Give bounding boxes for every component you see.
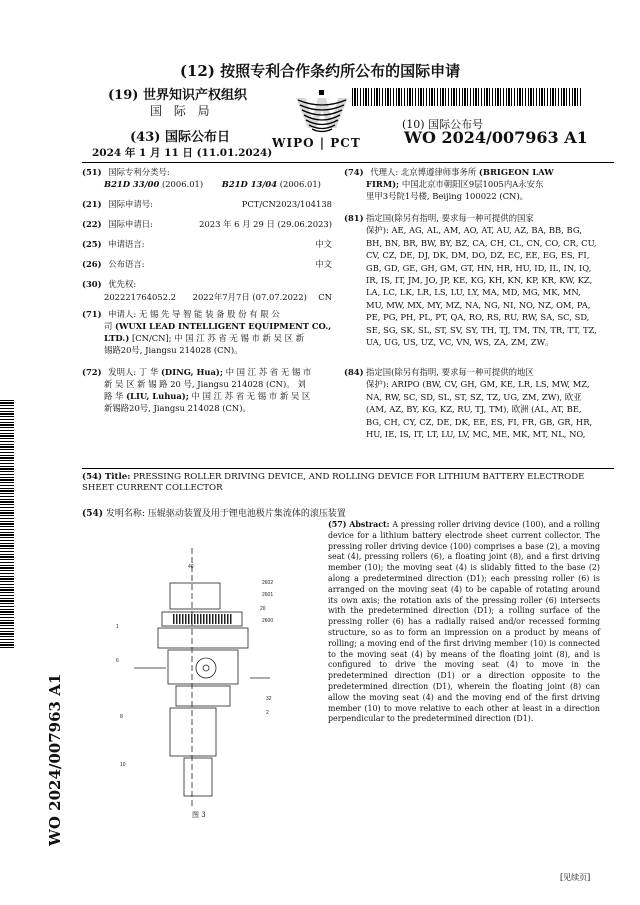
f81-line: LA, LC, LK, LR, LS, LU, LY, MA, MD, MG, MK, MN, [366, 287, 581, 298]
wipo-pct-mark: WIPO | PCT [272, 136, 361, 150]
side-publication-number: WO 2024/007963 A1 [46, 673, 64, 846]
field-72: (72) 发明人: 丁 华 (DING, Hua); 中 国 江 苏 省 无 锡 市 [82, 367, 312, 377]
f84-line: NA, RW, SC, SD, SL, ST, SZ, TZ, UG, ZM, ZW), 欧亚 [366, 391, 582, 402]
fig-label: 6 [116, 658, 119, 664]
f81-line: BH, BN, BR, BW, BY, BZ, CA, CH, CL, CN, CO, CR, CU, [366, 237, 597, 248]
wipo-logo-icon [282, 88, 362, 134]
f84-line: 指定国(除另有指明, 要求每一种可提供的地区 [366, 367, 534, 377]
continued-note: [见续页] [560, 873, 591, 882]
field-72-line2: 新 吴 区 新 锡 路 20 号, Jiangsu 214028 (CN)。 刘 [104, 379, 306, 389]
field-25: (25) 申请语言: 中文 [82, 239, 332, 249]
barcode-icon [352, 88, 582, 106]
field-71-line3: LTD.) [CN/CN]; 中 国 江 苏 省 无 锡 市 新 吴 区 新 [104, 333, 305, 343]
title-divider [82, 468, 614, 469]
publication-date: 2024 年 1 月 11 日 (11.01.2024) [92, 147, 273, 159]
pubno-code: (10) [402, 118, 425, 131]
fig-label: 10 [120, 762, 126, 768]
f81-line: IR, IS, IT, JM, JO, JP, KE, KG, KH, KN, KP, KR, KW, KZ, [366, 275, 593, 286]
field-74-line2: FIRM); 中国北京市朝阳区9层1005内A永安东 [366, 179, 544, 189]
f81-line: 保护): AE, AG, AL, AM, AO, AT, AU, AZ, BA, BB, BG, [366, 225, 582, 236]
fig-label: 20 [260, 606, 266, 612]
organization-name [108, 84, 247, 103]
invention-title-en: (54) Title: PRESSING ROLLER DRIVING DEVICE, AND ROLLING DEVICE FOR LITHIUM BATTERY ELECTRODE SHEET CURRENT COLLECTOR [82, 472, 585, 493]
f84-line: 保护): ARIPO (BW, CV, GH, GM, KE, LR, LS, MW, MZ, [366, 379, 590, 390]
side-barcode-icon [0, 400, 14, 650]
field-26: (26) 公布语言: 中文 [82, 259, 332, 269]
f81-line: MU, MW, MX, MY, MZ, NA, NG, NI, NO, NZ, OM, PA, [366, 299, 591, 310]
f84-line: (AM, AZ, BY, KG, KZ, RU, TJ, TM), 欧洲 (AL, AT, BE, [366, 404, 582, 415]
field-74-line3: 里甲3号院1号楼, Beijing 100022 (CN)。 [366, 191, 528, 201]
f81-line: PE, PG, PH, PL, PT, QA, RO, RS, RU, RW, SA, SC, SD, [366, 312, 590, 323]
field-74: (74) 代理人: 北京博遵律师事务所 (BRIGEON LAW [344, 167, 554, 177]
field-72-line3: 路 华 (LIU, Luhua); 中 国 江 苏 省 无 锡 市 新 吴 区 [104, 391, 311, 401]
field-71-line2: 司 (WUXI LEAD INTELLIGENT EQUIPMENT CO., [104, 321, 332, 331]
field-81-code: (81) [344, 213, 364, 223]
patent-drawing-figure [110, 528, 330, 828]
f81-line: UA, UG, US, UZ, VC, VN, WS, ZA, ZM, ZW。 [366, 337, 554, 348]
fig-label: 40 [188, 564, 194, 570]
fig-label: 32 [266, 696, 272, 702]
invention-title-cn: (54) 发明名称: 压辊驱动装置及用于锂电池极片集流体的滚压装置 [82, 509, 346, 519]
field-22: (22) 国际申请日: 2023 年 6 月 29 日 (29.06.2023) [82, 219, 332, 229]
publication-number: WO 2024/007963 A1 [404, 128, 588, 147]
fig-label: 1 [116, 624, 119, 630]
field-84-code: (84) [344, 367, 364, 377]
fig-label: 2 [266, 710, 269, 716]
org-code: (19) [108, 88, 139, 103]
field-71: (71) 申请人: 无 锡 先 导 智 能 装 备 股 份 有 限 公 [82, 309, 280, 319]
pubno-label-text: 国际公布号 [428, 118, 484, 131]
pubdate-label: 国际公布日 [164, 130, 230, 145]
field-71-line4: 锡路20号, Jiangsu 214028 (CN)。 [104, 345, 243, 355]
field-51-values: B21D 33/00 (2006.01) B21D 13/04 (2006.01) [104, 179, 321, 189]
f81-line: CV, CZ, DE, DJ, DK, DM, DO, DZ, EC, EE, EG, ES, FI, [366, 250, 590, 261]
fig-label: 2600 [262, 618, 274, 624]
abstract: (57) Abstract: A pressing roller driving device (100), and a rolling device for a lithium battery electrode sheet current collector. The pressing roller driving device (100) comprises a base (2), a moving seat (4), pressing rollers (6), a floating joint (8), and a first driving member (10); the moving seat (4) is slidably fitted to the base (2) along a predetermined direction (D1); each pressing roller (6) is arranged on the moving seat (4) to be capable of rotating around its own axis; the rotation axis of the pressing roller (6) intersects with the predetermined direction (D1); a rolling surface of the pressing roller (6) has a radially raised and/or recessed forming structure, so as to form an impression on a product by means of rolling; a moving end of the first driving member (10) is connected to the moving seat (4) by means of the floating joint (8), and is configured to drive the moving seat (4) to move in the predetermined direction (D1) or a direction opposite to the predetermined direction (D1), wherein the floating joint (8) can allow the moving seat (4) and the moving end of the first driving member (10) to move relative to each other at least in a direction perpendicular to the predetermined direction (D1). [328, 520, 600, 724]
field-30: (30) 优先权: [82, 279, 137, 289]
fig-label: 2601 [262, 592, 274, 598]
f84-line: BG, CH, CY, CZ, DE, DK, EE, ES, FI, FR, GB, GR, HR, [366, 416, 593, 427]
field-51: (51) 国际专利分类号: [82, 167, 170, 177]
fig-label: 8 [120, 714, 123, 720]
document-title: (12) 按照专利合作条约所公布的国际申请 [179, 62, 461, 80]
fig-label: 2602 [262, 580, 274, 586]
org-name: 世界知识产权组织 [142, 88, 247, 103]
header-divider [82, 162, 614, 163]
publication-date-label [130, 126, 230, 145]
field-72-line4: 新锡路20号, Jiangsu 214028 (CN)。 [104, 403, 251, 413]
field-30-values: 202221764052.2 2022年7月7日 (07.07.2022) CN [104, 292, 332, 302]
field-81 [366, 212, 614, 348]
field-84 [366, 366, 614, 440]
organization-subname: 国 际 局 [150, 104, 214, 118]
f84-line: HU, IE, IS, IT, LT, LU, LV, MC, ME, MK, MT, NL, NO, [366, 429, 586, 440]
pubdate-code: (43) [130, 130, 161, 145]
field-21: (21) 国际申请号: PCT/CN2023/104138 [82, 199, 332, 209]
f81-line: 指定国(除另有指明, 要求每一种可提供的国家 [366, 213, 534, 223]
figure-caption: 图 3 [192, 811, 206, 819]
f81-line: GB, GD, GE, GH, GM, GT, HN, HR, HU, ID, IL, IN, IQ, [366, 262, 592, 273]
f81-line: SE, SG, SK, SL, ST, SV, SY, TH, TJ, TM, TN, TR, TT, TZ, [366, 324, 597, 335]
